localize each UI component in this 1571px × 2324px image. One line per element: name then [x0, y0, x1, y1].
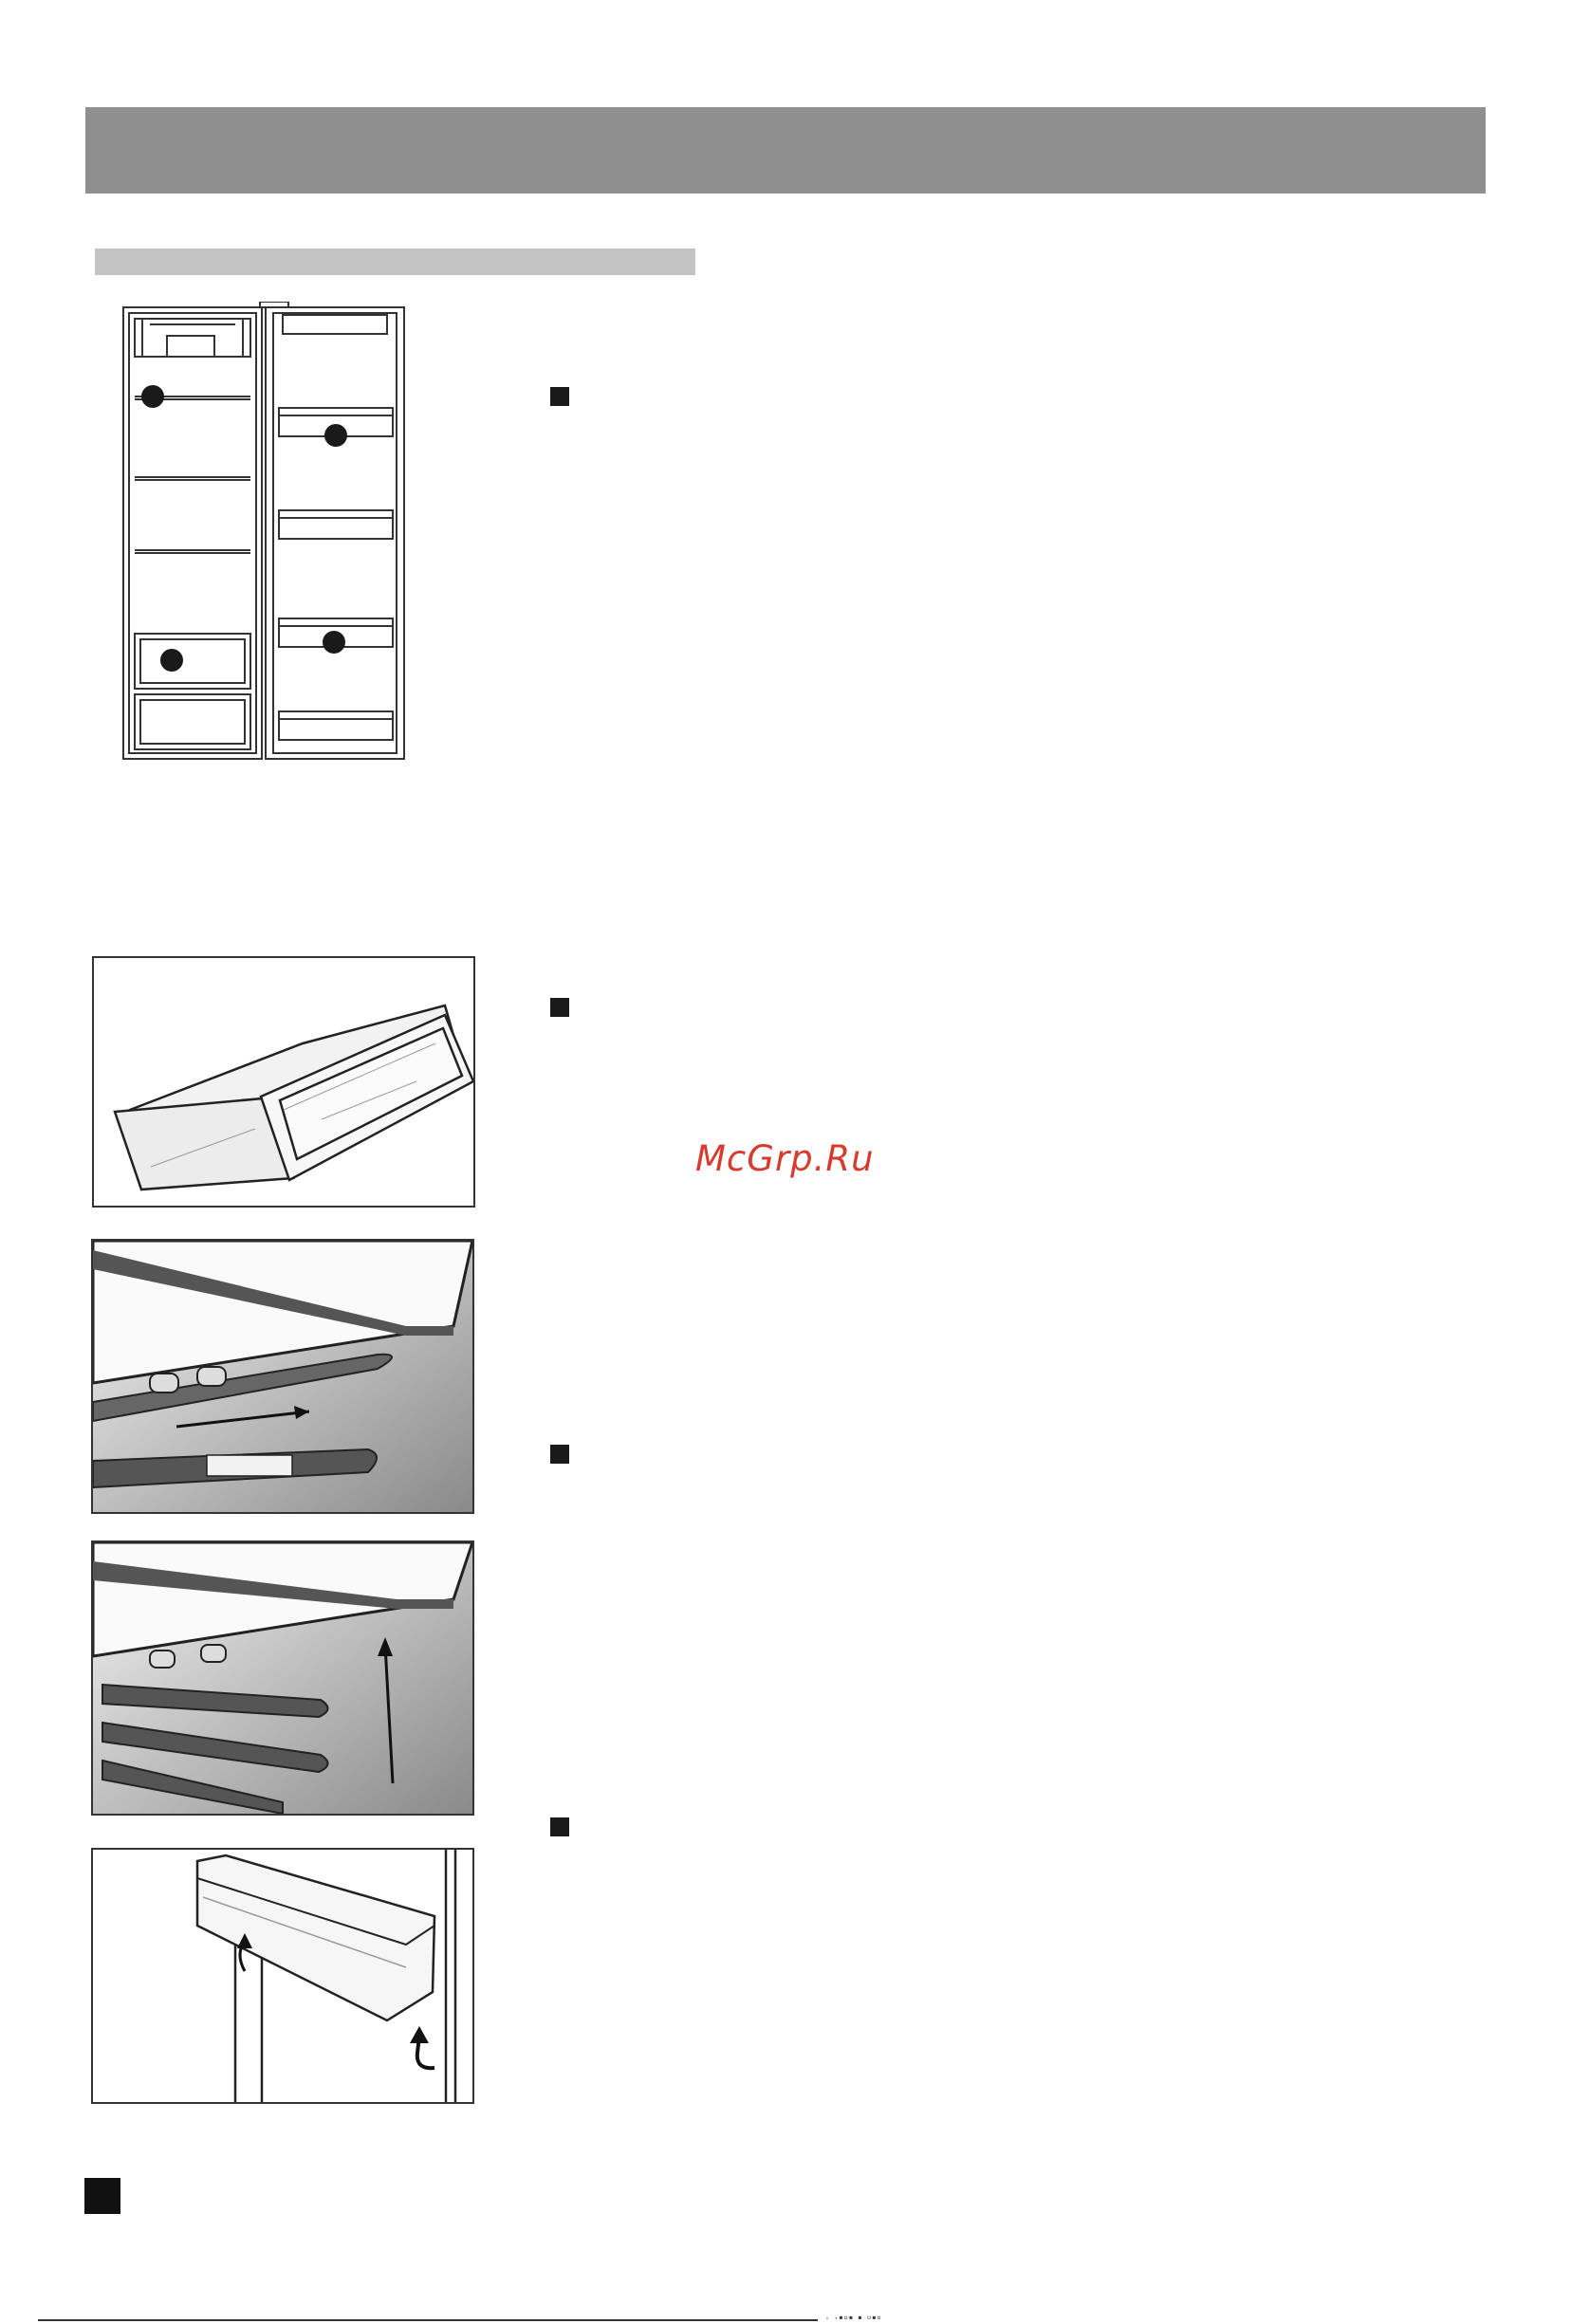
list-bullet — [550, 387, 569, 406]
list-bullet — [550, 998, 569, 1017]
section-heading-bar — [95, 249, 695, 275]
watermark-text: McGrp.Ru — [695, 1138, 875, 1179]
shelf-lift-up-illustration — [91, 1540, 474, 1816]
bottom-cropped-text: · ·▪▫▪ ▪ ▫▪▫ — [825, 2311, 882, 2324]
bottom-rule — [38, 2319, 818, 2321]
list-bullet — [550, 1445, 569, 1464]
fridge-overview-diagram — [121, 302, 408, 761]
page-header-bar — [85, 107, 1486, 194]
list-bullet — [550, 1817, 569, 1836]
door-bin-illustration — [91, 1848, 474, 2104]
shelf-slide-out-illustration — [91, 1239, 474, 1514]
crisper-drawer-illustration — [92, 956, 475, 1208]
page-number-marker — [84, 2178, 120, 2214]
